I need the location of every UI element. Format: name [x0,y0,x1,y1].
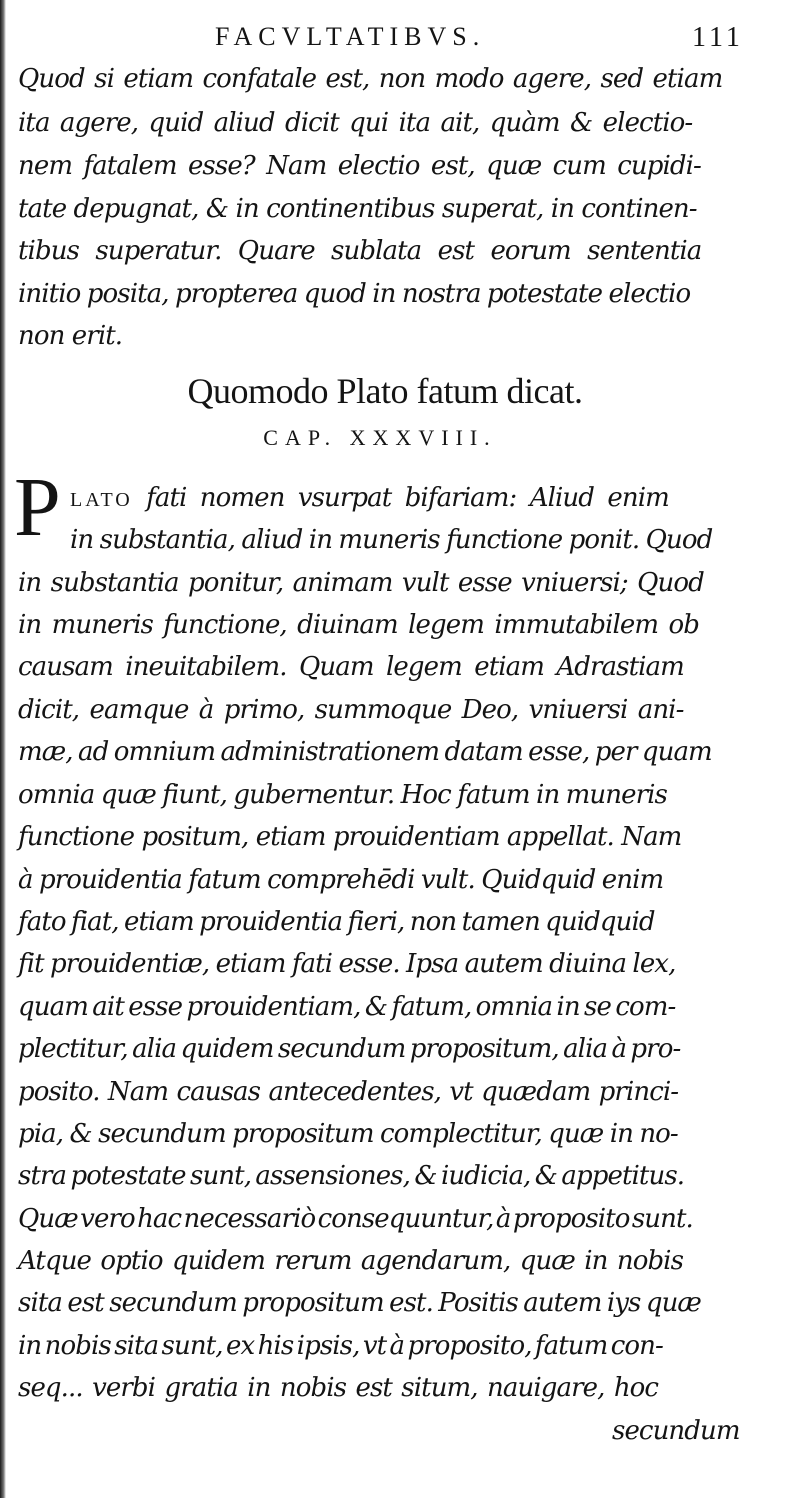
text-line: non erit. [18,321,123,351]
text-line: Quod si etiam confatale est, non modo agere, sed etiam [18,64,723,94]
page-number: 111 [692,22,744,53]
text-line: posito. Nam causas antecedentes, vt quædam princi- [18,1077,679,1107]
chapter-number: CAP. XXXVIII. [263,425,497,450]
text-line: ita agere, quid aliud dicit qui ita ait, quàm & electio- [18,108,693,138]
first-word: LATO [70,489,133,511]
text-line: pia, & secundum propositum complectitur, quæ in no- [18,1119,678,1149]
text-line: mæ, ad omnium administrationem datam esse, per quam [18,737,712,767]
text-line: dicit, eamque à primo, summoque Deo, vniuersi ani- [18,695,684,725]
text-line: Quæ vero hac necessariò consequuntur, à proposito sunt. [18,1204,693,1234]
text-line: omnia quæ fiunt, gubernentur. Hoc fatum in muneris [18,780,667,810]
text-line: causam ineuitabilem. Quam legem etiam Adrastiam [18,652,684,682]
text-line: Atque optio quidem rerum agendarum, quæ in nobis [18,1246,684,1276]
text-line: in nobis sita sunt, ex his ipsis, vt à proposito, fatum con- [18,1331,663,1361]
text-line: à prouidentia fatum comprehēdi vult. Quidquid enim [18,865,664,895]
text-line: sita est secundum propositum est. Positis autem iys quæ [18,1288,701,1318]
text-line: in muneris functione, diuinam legem immutabilem ob [18,610,699,640]
text-line: quam ait esse prouidentiam, & fatum, omnia in se com- [18,992,676,1022]
chapter-title: Quomodo Plato fatum dicat. [187,371,583,411]
first-line-text: fati nomen vsurpat bifariam: Aliud enim [146,483,669,513]
text-line: tibus superatur. Quare sublata est eorum sententia [18,236,702,266]
text-line: seq... verbi gratia in nobis est situm, nauigare, hoc [18,1373,659,1403]
text-line: functione positum, etiam prouidentiam appellat. Nam [18,822,682,852]
catchword: secundum [612,1416,740,1446]
text-line: initio posita, propterea quod in nostra potestate electio [18,279,691,309]
text-line: stra potestate sunt, assensiones, & iudicia, & appetitus. [18,1161,685,1191]
text-line: fato fiat, etiam prouidentia fieri, non tamen quidquid [18,907,655,937]
text-line: fit prouidentiæ, etiam fati esse. Ipsa autem diuina lex, [18,949,676,979]
text-line: plectitur, alia quidem secundum propositum, alia à pro- [18,1034,681,1064]
text-line: in substantia ponitur, animam vult esse vniuersi; Quod [18,568,704,598]
text-line [70,485,669,511]
text-line: in substantia, aliud in muneris functione ponit. Quod [70,525,713,555]
text-line: nem fatalem esse? Nam electio est, quæ cum cupidi- [18,151,701,181]
drop-cap: P [14,461,61,554]
text-line: tate depugnat, & in continentibus superat, in continen- [18,194,697,224]
running-head: FACVLTATIBVS. [215,22,486,51]
